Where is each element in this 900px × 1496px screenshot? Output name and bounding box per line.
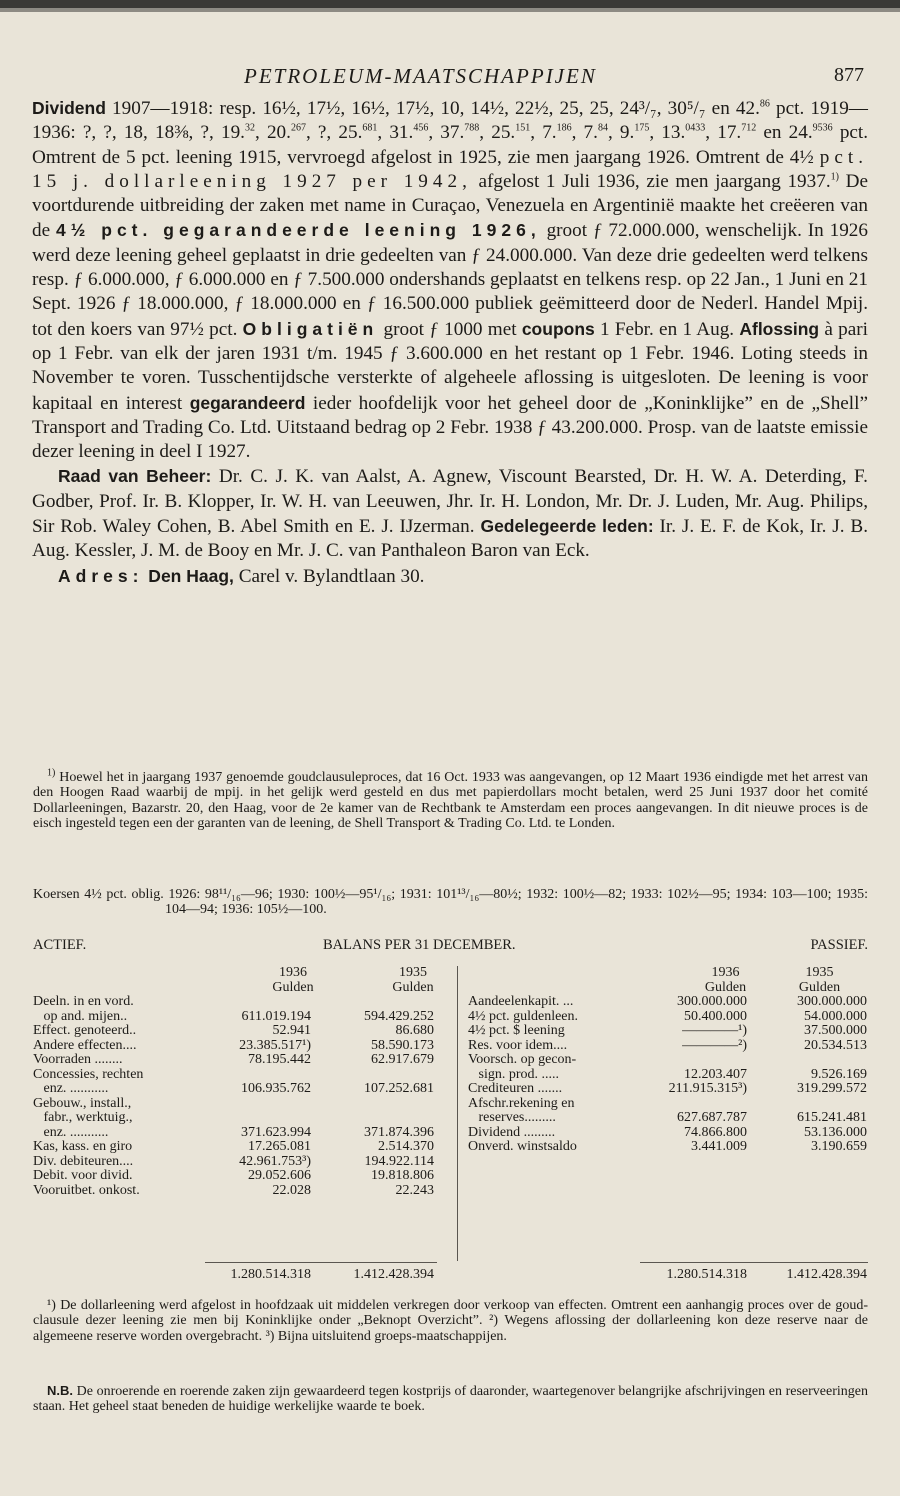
assets-currency-row [33,981,437,996]
superscript: 681 [362,122,378,134]
row-label: Aandeelenkapit. ... [468,994,574,1009]
table-row [33,1126,437,1141]
superscript: 9536 [812,122,833,134]
footnote-text: Hoewel het in jaargang 1937 genoemde goudclausuleproces, dat 16 Oct. 1933 was aangevangen, op 12 Maart 1936 eindigde met het arrest van den Hoogen Raad waarbij de mpij. in het gelijk werd gesteld en dus met papierdollars mocht betalen, werd 25 Juni 1937 door het comité Dollarleeningen, Bazarstr. 20, den Haag, voor de 2e kamer van de Rechtbank te Amsterdam een proces aangevangen. In dit nieuwe proces is de eisch ingesteld tegen een der garanten van de leening, de Shell Transport & Trading Co. Ltd. te Londen. [33,770,868,831]
nb-label: N.B. [47,1383,73,1398]
row-label: Voorsch. op gecon- [468,1052,577,1067]
text-run: , 13. [649,122,686,144]
dividend-paragraph [32,96,868,464]
table-row [33,1155,437,1170]
value-1936: ————²) [682,1037,747,1053]
table-row [33,1082,437,1097]
assets-year-row [33,966,437,981]
table-row [33,1024,437,1039]
column-divider [457,966,458,1261]
row-label: Debit. voor divid. [33,1168,133,1183]
text-run: , 25. [479,122,516,144]
text-run: De voortdurende uitbreiding der zaken met name in Curaçao, Venezuela en Argentinië maakte het creëeren van de [32,170,868,242]
dividend-heading: Dividend [32,98,106,118]
balance-header [33,937,868,955]
value-1935: 9.526.169 [811,1066,867,1082]
value-1935: 54.000.000 [804,1008,867,1024]
value-1936: ————¹) [682,1023,747,1038]
value-1936: 78.195.442 [248,1052,311,1067]
superscript: 175 [634,122,650,134]
aflossing-heading: Aflossing [739,318,820,339]
value-1936: 611.019.194 [241,1008,311,1024]
value-1936: 50.400.000 [684,1008,747,1024]
row-label: reserves......... [468,1110,556,1125]
value-1935: 371.874.396 [364,1124,434,1140]
text-run: ieder hoofdelijk voor het geheel door de „Koninklijke” en de „Shell” Transport and Trading Co. Ltd. Uitstaand bedrag op 2 Febr. 1938 ƒ 43.200.000. Prosp. van de laatste emissie dezer leening in deel I 1927. [32,392,868,463]
value-1935: 62.917.679 [371,1052,434,1067]
text-run: afgelost 1 Juli 1936, zie men jaargang 1937. [471,170,831,192]
currency-header: Gulden [704,979,747,995]
table-row [468,1097,868,1112]
row-label: Onverd. winstsaldo [468,1139,577,1154]
delegates-heading: Gedelegeerde leden: [480,516,654,537]
superscript: 456 [413,122,429,134]
value-1935: 319.299.572 [797,1081,867,1096]
superscript: 0433 [685,122,706,134]
address-city: Den Haag, [143,565,234,586]
footnote-2 [33,1298,868,1344]
running-title: PETROLEUM-MAATSCHAPPIJEN [244,64,597,88]
year-header: 1935 [399,965,427,980]
liabilities-total-rule [640,1262,868,1263]
value-1936: 300.000.000 [677,994,747,1009]
row-label: Crediteuren ....... [468,1081,563,1096]
assets-total-1936: 1.280.514.318 [230,1267,311,1282]
value-1935: 19.818.806 [371,1168,434,1183]
assets-total-1935: 1.412.428.394 [353,1267,434,1282]
row-label: Div. debiteuren.... [33,1153,134,1169]
table-row [468,1126,868,1141]
assets-total-rule [205,1262,437,1263]
table-row [33,1140,437,1155]
row-label: Res. voor idem.... [468,1037,568,1053]
value-1935: 86.680 [395,1023,434,1038]
row-label: 4½ pct. guldenleen. [468,1008,579,1024]
value-1935: 22.243 [395,1182,434,1198]
text-run: , 7. [571,122,598,144]
value-1935: 615.241.481 [797,1110,867,1125]
koersen-text: Koersen 4½ pct. oblig. 1926: 98¹¹/₁₆—96; 1930: 100½—95¹/₁₆; 1931: 101¹³/₁₆—80½; 1932: 100½—82; 1933: 102½—95; 1934: 103—100; 1935: 104—94; 1936: 105½—100. [33,887,868,918]
table-row [468,1039,868,1054]
superscript: 151 [515,122,531,134]
value-1935: 37.500.000 [804,1023,867,1038]
gegarandeerd-heading: gegarandeerd [189,392,306,413]
superscript: 267 [290,122,306,134]
koersen-block [33,887,868,918]
value-1936: 29.052.606 [248,1168,311,1183]
board-heading: Raad van Beheer: [58,466,212,487]
value-1936: 3.441.009 [691,1139,747,1154]
value-1936: 371.623.994 [241,1124,311,1140]
address-street: Carel v. Bylandtlaan 30. [233,565,425,587]
value-1935: 194.922.114 [364,1153,434,1169]
row-label: enz. ........... [33,1124,109,1140]
currency-header: Gulden [798,979,841,995]
row-label: enz. ........... [33,1081,109,1096]
liabilities-total-1935: 1.412.428.394 [786,1267,867,1282]
value-1936: 12.203.407 [684,1066,747,1082]
assets-rows [33,995,437,1198]
table-row [468,1068,868,1083]
liabilities-currency-row [468,981,868,996]
value-1935: 3.190.659 [811,1139,867,1154]
row-label: Voorraden ........ [33,1052,123,1067]
row-label: op and. mijen.. [33,1008,128,1024]
value-1936: 74.866.800 [684,1124,747,1140]
value-1935: 300.000.000 [797,994,867,1009]
row-label: Afschr.rekening en [468,1095,575,1111]
value-1935: 594.429.252 [364,1008,434,1024]
value-1935: 2.514.370 [378,1139,434,1154]
text-run: groot ƒ 1000 met [378,318,522,340]
table-row [33,1010,437,1025]
row-label: Dividend ......... [468,1124,556,1140]
coupons-heading: coupons [521,318,595,339]
row-label: sign. prod. ..... [468,1066,559,1082]
loan-heading: 4½ pct. gegarandeerde leening 1926, [55,220,541,241]
superscript: 86 [759,98,770,110]
scan-edge [0,0,900,8]
running-header [36,64,864,88]
table-row [468,995,868,1010]
row-label: fabr., werktuig., [33,1110,133,1125]
spaced-loan-name: pct. 15 j. dollarleening 1927 per 1942, [32,146,868,192]
table-row [468,1082,868,1097]
board-paragraph [32,464,868,563]
text-run: 1 Febr. en 1 Aug. [594,318,740,340]
text-run: en 24. [756,122,813,144]
text-run: Ir. J. E. F. de Kok, Ir. J. B. Aug. Kessler, J. M. de Booy en Mr. J. C. van Panthaleon Baron van Eck. [32,516,869,562]
page-number: 877 [834,64,864,86]
value-1936: 17.265.081 [248,1139,311,1154]
superscript: 84 [597,122,608,134]
value-1935: 20.534.513 [804,1037,867,1053]
value-1935: 107.252.681 [364,1081,434,1096]
liabilities-rows [468,995,868,1155]
row-label: Effect. genoteerd.. [33,1023,137,1038]
table-row [468,1140,868,1155]
assets-table [33,966,437,1198]
value-1936: 211.915.315³) [668,1081,747,1096]
balance-title: BALANS PER 31 DECEMBER. [323,937,516,953]
currency-header: Gulden [392,979,434,995]
address-paragraph [32,564,868,589]
footnote-2-text: ¹) De dollarleening werd afgelost in hoofdzaak uit middelen verkregen door verkoop van effecten. Omtrent een aanhangig proces over de goud-clausule dezer leening zie men bij Koninklijke onder „Beknopt Overzicht”. ²) Wegens aflossing der dollarleening kon deze reserve naar de algemeene reserve worden overgebracht. ³) Bijna uitsluitend groeps-maatschappijen. [33,1298,868,1344]
text-run: pct. 1919—1936: ?, ?, 18, 18⅜, ?, 19. [32,98,868,144]
text-run: , 20. [254,122,291,144]
main-text [32,96,868,589]
currency-header: Gulden [272,979,314,995]
table-row [33,1111,437,1126]
superscript: 712 [741,122,757,134]
row-label: Gebouw., install., [33,1095,132,1111]
year-header: 1936 [279,965,307,980]
text-run: , 37. [428,122,465,144]
footnote-mark: 1) [47,767,56,779]
text-run: 1907—1918: resp. 16½, 17½, 16½, 17½, 10, 14½, 22½, 25, 25, 24³/₇, 30⁵/₇ en 42. [105,98,760,119]
address-heading: Adres: [58,565,144,586]
obligaties-heading: Obligatiën [242,318,379,339]
value-1936: 106.935.762 [241,1081,311,1096]
text-run: , 31. [377,122,414,144]
row-label: Concessies, rechten [33,1066,144,1082]
table-row [468,1111,868,1126]
table-row [468,1010,868,1025]
footnote-1 [33,767,868,831]
superscript: 186 [556,122,572,134]
text-run: , 7. [530,122,557,144]
nb-note [33,1383,868,1415]
superscript: 32 [244,122,255,134]
footnote-ref: 1) [830,171,839,183]
actief-label: ACTIEF. [33,937,87,953]
nb-text: De onroerende en roerende zaken zijn gewaardeerd tegen kostprijs of daaronder, waartegenover belangrijke afschrijvingen en reserveeringen staan. Het geheel staat beneden de huidige werkelijke waarde te boek. [33,1384,868,1415]
text-run: groot ƒ 72.000.000, wenschelijk. In 1926 werd deze leening geheel geplaatst in drie gedeelten van ƒ 24.000.000. Van deze drie gedeelten werd telkens resp. ƒ 6.000.000, ƒ 6.000.000 en ƒ 7.500.000 ondershands geplaatst en telkens resp. op 22 Jan., 1 Juni en 21 Sept. 1926 ƒ 18.000.000, ƒ 18.000.000 en ƒ 16.500.000 publiek geëmitteerd door de Nederl. Handel Mpij. tot den koers van 97½ pct. [32,220,868,340]
passief-label: PASSIEF. [810,937,868,953]
year-header: 1935 [805,965,834,980]
value-1936: 42.961.753³) [239,1153,311,1169]
value-1936: 23.385.517¹) [239,1037,311,1053]
scan-edge-shadow [0,8,900,12]
liabilities-table [468,966,868,1155]
text-run: pct. Omtrent de 5 pct. leening 1915, vervroegd afgelost in 1925, zie men jaargang 1926. Omtrent de 4½ [32,122,869,168]
table-row [33,1039,437,1054]
liabilities-total-1936: 1.280.514.318 [666,1267,747,1282]
row-label: Kas, kass. en giro [33,1139,133,1154]
value-1936: 22.028 [272,1182,311,1198]
superscript: 788 [464,122,480,134]
value-1936: 52.941 [272,1023,311,1038]
table-row [33,1097,437,1112]
row-label: 4½ pct. $ leening [468,1023,565,1038]
liabilities-year-row [468,966,868,981]
table-row [33,1169,437,1184]
year-header: 1936 [711,965,740,980]
text-run: , 9. [607,122,635,144]
table-row [468,1053,868,1068]
table-row [33,1068,437,1083]
row-label: Vooruitbet. onkost. [33,1182,140,1198]
table-row [33,1184,437,1199]
text-run: à pari op 1 Febr. van elk der jaren 1931 t/m. 1945 ƒ 3.600.000 en het restant op 1 Febr. 1946. Loting steeds in November te voren. Tusschentijdsche versterkte of algeheele aflossing is uitgesloten. De leening is voor kapitaal en interest [32,318,868,414]
text-run: , ?, 25. [305,122,363,144]
text-run: Dr. C. J. K. van Aalst, A. Agnew, Viscount Bearsted, Dr. H. W. A. Deterding, F. Godber, Prof. Ir. B. Klopper, Ir. W. H. van Leeuwen, Jhr. Ir. H. London, Mr. Dr. J. Luden, Mr. Aug. Philips, Sir Rob. Waley Cohen, B. Abel Smith en E. J. IJzerman. [32,466,868,538]
table-row [33,1053,437,1068]
row-label: Andere effecten.... [33,1037,137,1053]
table-row [468,1024,868,1039]
text-run: , 17. [705,122,742,144]
value-1936: 627.687.787 [677,1110,747,1125]
table-row [33,995,437,1010]
value-1935: 53.136.000 [804,1124,867,1140]
value-1935: 58.590.173 [371,1037,434,1053]
row-label: Deeln. in en vord. [33,994,134,1009]
